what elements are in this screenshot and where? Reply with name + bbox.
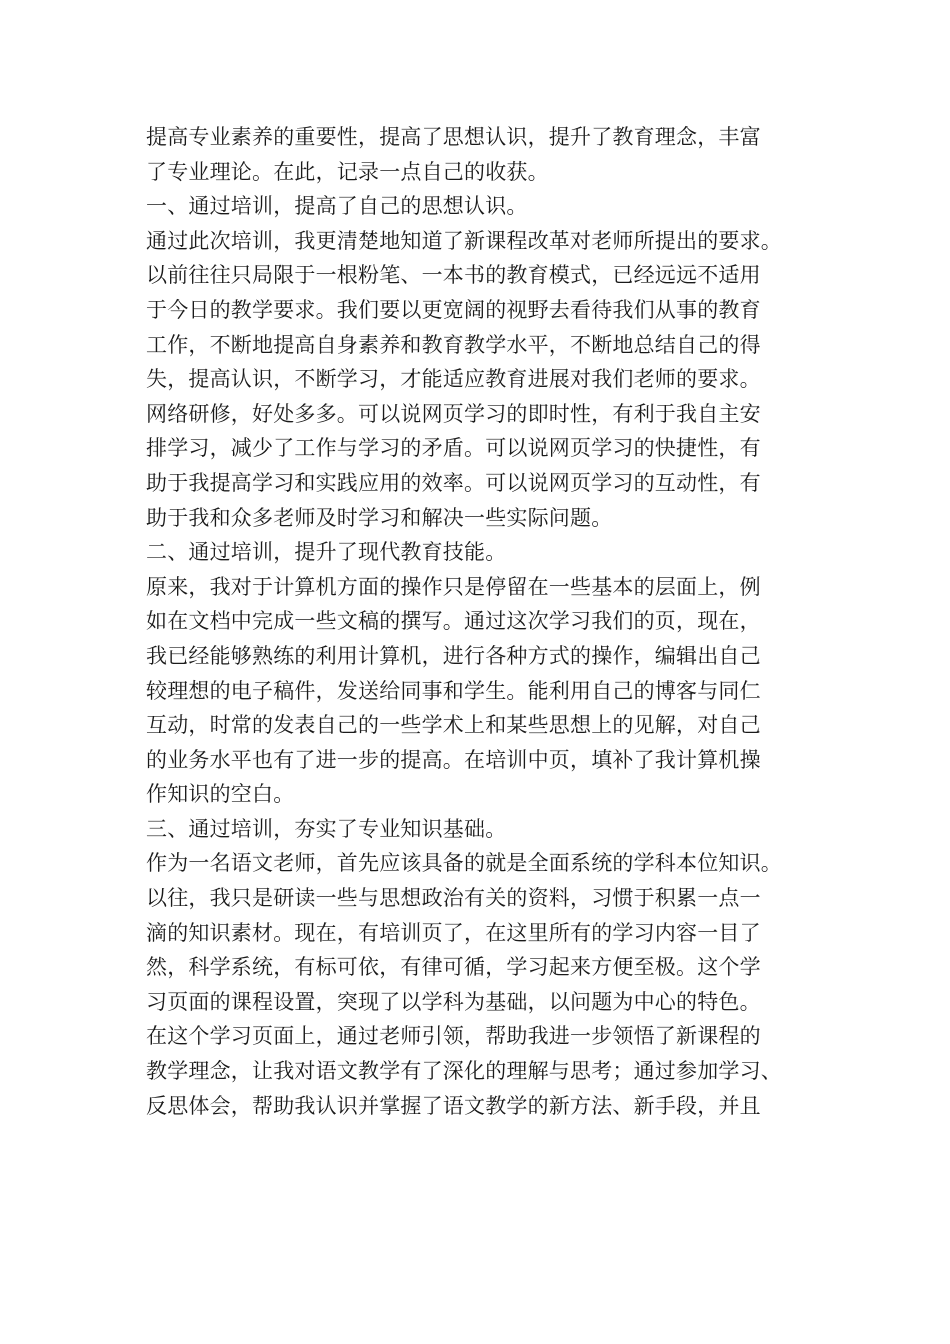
- text-line: 助于我提高学习和实践应用的效率。可以说网页学习的互动性，有: [146, 470, 761, 495]
- text-line: 在这个学习页面上，通过老师引领，帮助我进一步领悟了新课程的: [146, 1024, 761, 1049]
- text-line: 排学习，减少了工作与学习的矛盾。可以说网页学习的快捷性，有: [146, 436, 761, 461]
- text-line: 网络研修，好处多多。可以说网页学习的即时性，有利于我自主安: [146, 401, 761, 426]
- text-line: 互动，时常的发表自己的一些学术上和某些思想上的见解，对自己: [146, 713, 761, 738]
- text-line: 滴的知识素材。现在，有培训页了，在这里所有的学习内容一目了: [146, 920, 761, 945]
- text-line: 如在文档中完成一些文稿的撰写。通过这次学习我们的页，现在，: [146, 609, 761, 634]
- text-line: 以往，我只是研读一些与思想政治有关的资料，习惯于积累一点一: [146, 886, 761, 911]
- text-line: 以前往往只局限于一根粉笔、一本书的教育模式，已经远远不适用: [146, 263, 761, 288]
- text-line: 作知识的空白。: [146, 782, 295, 807]
- text-line: 习页面的课程设置，突现了以学科为基础，以问题为中心的特色。: [146, 989, 761, 1014]
- text-line: 然，科学系统，有标可依，有律可循，学习起来方便至极。这个学: [146, 955, 761, 980]
- text-line: 作为一名语文老师，首先应该具备的就是全面系统的学科本位知识。: [146, 851, 782, 876]
- section-heading-2: 二、通过培训，提升了现代教育技能。: [146, 540, 507, 565]
- text-line: 通过此次培训，我更清楚地知道了新课程改革对老师所提出的要求。: [146, 228, 782, 253]
- text-line: 失，提高认识，不断学习，才能适应教育进展对我们老师的要求。: [146, 367, 761, 392]
- document-body: [146, 120, 826, 1123]
- text-line: 反思体会，帮助我认识并掌握了语文教学的新方法、新手段，并且: [146, 1093, 761, 1118]
- text-line: 提高专业素养的重要性，提高了思想认识，提升了教育理念，丰富: [146, 125, 761, 149]
- text-line: 教学理念，让我对语文教学有了深化的理解与思考；通过参加学习、: [146, 1059, 782, 1084]
- text-line: 工作，不断地提高自身素养和教育教学水平，不断地总结自己的得: [146, 332, 761, 357]
- text-line: 了专业理论。在此，记录一点自己的收获。: [146, 159, 549, 184]
- text-line: 原来，我对于计算机方面的操作只是停留在一些基本的层面上，例: [146, 574, 761, 599]
- text-line: 的业务水平也有了进一步的提高。在培训中页，填补了我计算机操: [146, 747, 761, 772]
- section-heading-1: 一、通过培训，提高了自己的思想认识。: [146, 194, 528, 219]
- text-line: 我已经能够熟练的利用计算机，进行各种方式的操作，编辑出自己: [146, 643, 761, 668]
- text-line: 较理想的电子稿件，发送给同事和学生。能利用自己的博客与同仁: [146, 678, 761, 703]
- section-heading-3: 三、通过培训，夯实了专业知识基础。: [146, 816, 507, 841]
- text-line: 于今日的教学要求。我们要以更宽阔的视野去看待我们从事的教育: [146, 297, 761, 322]
- text-line: 助于我和众多老师及时学习和解决一些实际问题。: [146, 505, 613, 530]
